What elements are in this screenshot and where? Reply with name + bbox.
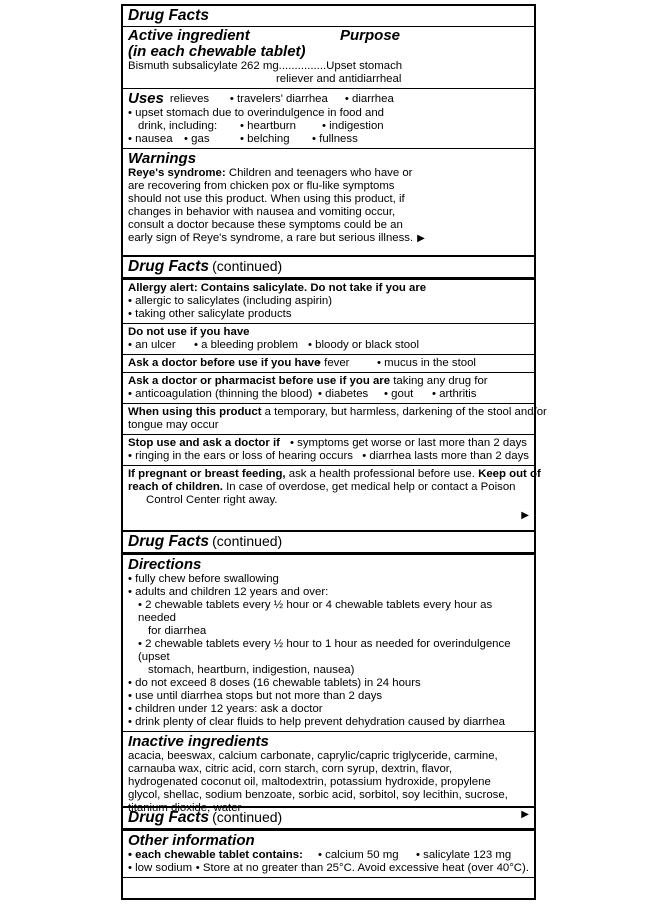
inactive-ingredients-text: acacia, beeswax, calcium carbonate, caprylic/capric triglyceride, carmine,	[128, 750, 498, 762]
allergy-item: • taking other salicylate products	[128, 308, 292, 320]
directions-item: • adults and children 12 years and over:	[128, 586, 329, 598]
panel-4-continued: (continued)	[212, 809, 283, 825]
keep-out-label: Keep out of	[478, 468, 541, 480]
inactive-ingredients-text: glycol, shellac, sodium benzoate, sorbic acid, sorbitol, soy lecithin, sucrose,	[128, 789, 508, 801]
panel-4-header	[123, 808, 534, 828]
inactive-ingredients-text: titanium dioxide, water	[128, 802, 242, 814]
directions-item: • drink plenty of clear fluids to help prevent dehydration caused by diarrhea	[128, 716, 505, 728]
uses-heading: Uses	[128, 90, 164, 107]
panel-2-continued: (continued)	[212, 258, 283, 274]
uses-line: • upset stomach due to overindulgence in food and	[128, 107, 385, 119]
directions-item: for diarrhea	[148, 625, 207, 637]
uses-item: • heartburn	[240, 120, 296, 132]
uses-item: • fullness	[312, 133, 358, 145]
panel-2-title: Drug Facts	[128, 258, 209, 275]
panel-4-title: Drug Facts	[128, 809, 209, 826]
uses-item: • diarrhea	[344, 93, 394, 105]
allergy-label: Allergy alert: Contains salicylate. Do not take if you are	[128, 282, 427, 294]
keep-out-label: reach of children.	[128, 481, 223, 493]
reyes-text: Children and teenagers who have or	[225, 167, 413, 179]
uses-item: drink, including:	[138, 120, 218, 132]
uses-section	[123, 88, 534, 148]
each-tablet-item: • salicylate 123 mg	[416, 849, 512, 861]
ingredient-purpose-cont: reliever and antidiarrheal	[276, 73, 402, 85]
keep-out-text: Control Center right away.	[146, 494, 278, 506]
allergy-section	[123, 277, 534, 323]
inactive-ingredients-text: carnauba wax, citric acid, corn starch, corn syrup, dextrin, flavor,	[128, 763, 453, 775]
other-information-heading: Other information	[128, 832, 255, 849]
ask-doctor-label: Ask a doctor before use if you have	[128, 357, 321, 369]
pregnancy-text: ask a health professional before use.	[285, 468, 479, 480]
each-tablet-item: • calcium 50 mg	[318, 849, 399, 861]
directions-item: • do not exceed 8 doses (16 chewable tablets) in 24 hours	[128, 677, 421, 689]
reyes-text: should not use this product. When using this product, if	[128, 193, 405, 205]
inactive-ingredients-text: hydrogenated coconut oil, maltodextrin, potassium hydroxide, propylene	[128, 776, 491, 788]
other-info-item: • Store at no greater than 25°C. Avoid excessive heat (over 40°C).	[195, 862, 529, 874]
ask-pharmacist-item: • anticoagulation (thinning the blood)	[128, 388, 313, 400]
pregnancy-section	[123, 465, 541, 523]
uses-item: • travelers' diarrhea	[229, 93, 328, 105]
panel-3-continued: (continued)	[212, 533, 283, 549]
drug-facts-panel-3	[121, 530, 536, 820]
directions-item: • 2 chewable tablets every ½ hour to 1 hour as needed for overindulgence (upset	[138, 638, 511, 663]
continue-arrow-icon: ▶	[521, 809, 529, 820]
panel-3-title: Drug Facts	[128, 533, 209, 550]
active-ingredient-section	[123, 26, 534, 88]
ask-doctor-item: • fever	[317, 357, 350, 369]
reyes-label: Reye's syndrome:	[128, 167, 226, 179]
ask-pharmacist-item: • arthritis	[432, 388, 477, 400]
stop-use-item: • symptoms get worse or last more than 2 days	[290, 437, 527, 449]
ask-pharmacist-label: Ask a doctor or pharmacist before use if you are	[128, 375, 391, 387]
drug-facts-panel-1	[121, 4, 536, 257]
uses-item: • belching	[240, 133, 290, 145]
panel-3-header	[123, 532, 534, 552]
each-tablet-label: • each chewable tablet contains:	[128, 849, 303, 861]
other-information-section	[123, 828, 534, 878]
directions-item: • 2 chewable tablets every ½ hour or 4 chewable tablets every hour as needed	[138, 599, 493, 624]
inactive-ingredients-heading: Inactive ingredients	[128, 733, 269, 750]
when-using-text: a temporary, but harmless, darkening of the stool and/or	[261, 406, 547, 418]
ingredient-line: Bismuth subsalicylate 262 mg...............Upset stomach	[128, 60, 403, 72]
uses-item: relieves	[169, 93, 210, 105]
ask-pharmacist-section	[123, 372, 534, 403]
when-using-text: tongue may occur	[128, 419, 219, 431]
stop-use-item: • diarrhea lasts more than 2 days	[362, 450, 529, 462]
warnings-heading: Warnings	[128, 150, 197, 167]
drug-facts-panel-4	[121, 806, 536, 900]
directions-item: stomach, heartburn, indigestion, nausea)	[148, 664, 355, 676]
do-not-use-section	[123, 323, 534, 354]
directions-heading: Directions	[128, 556, 202, 573]
reyes-text: early sign of Reye's syndrome, a rare but serious illness.	[128, 232, 414, 244]
warnings-section	[123, 148, 534, 247]
continue-arrow-icon: ▶	[417, 233, 425, 244]
drug-facts-panel-2	[121, 255, 547, 532]
panel-2-header	[123, 257, 534, 277]
reyes-text: consult a doctor because these symptoms could be an	[128, 219, 403, 231]
directions-section	[123, 552, 534, 731]
directions-item: • children under 12 years: ask a doctor	[128, 703, 323, 715]
panel-1-title: Drug Facts	[128, 7, 209, 24]
panel-1-header	[123, 6, 534, 26]
uses-item: • gas	[184, 133, 210, 145]
pregnancy-label: If pregnant or breast feeding,	[128, 468, 286, 480]
active-ingredient-subheading: (in each chewable tablet)	[128, 43, 306, 60]
do-not-use-item: • bloody or black stool	[308, 339, 419, 351]
stop-use-section	[123, 434, 534, 465]
ask-doctor-section	[123, 354, 534, 372]
purpose-heading: Purpose	[339, 27, 400, 44]
active-ingredient-heading: Active ingredient	[128, 27, 250, 44]
ask-pharmacist-item: • gout	[384, 388, 414, 400]
continue-arrow-icon: ▶	[521, 510, 529, 521]
reyes-text: changes in behavior with nausea and vomiting occur,	[128, 206, 396, 218]
directions-item: • use until diarrhea stops but not more than 2 days	[128, 690, 383, 702]
uses-item: • indigestion	[322, 120, 384, 132]
uses-item: • nausea	[128, 133, 173, 145]
reyes-text: are recovering from chicken pox or flu-like symptoms	[128, 180, 395, 192]
ask-pharmacist-text: taking any drug for	[390, 375, 488, 387]
ask-doctor-item: • mucus in the stool	[377, 357, 476, 369]
stop-use-item: • ringing in the ears or loss of hearing occurs	[128, 450, 353, 462]
other-info-item: • low sodium	[128, 862, 193, 874]
when-using-section	[123, 403, 547, 434]
when-using-label: When using this product	[128, 406, 262, 418]
directions-item: • fully chew before swallowing	[128, 573, 279, 585]
keep-out-text: In case of overdose, get medical help or contact a Poison	[222, 481, 516, 493]
ask-pharmacist-item: • diabetes	[318, 388, 369, 400]
do-not-use-item: • an ulcer	[128, 339, 176, 351]
allergy-item: • allergic to salicylates (including aspirin)	[128, 295, 333, 307]
do-not-use-item: • a bleeding problem	[194, 339, 299, 351]
stop-use-label: Stop use and ask a doctor if	[128, 437, 280, 449]
do-not-use-label: Do not use if you have	[128, 326, 250, 338]
